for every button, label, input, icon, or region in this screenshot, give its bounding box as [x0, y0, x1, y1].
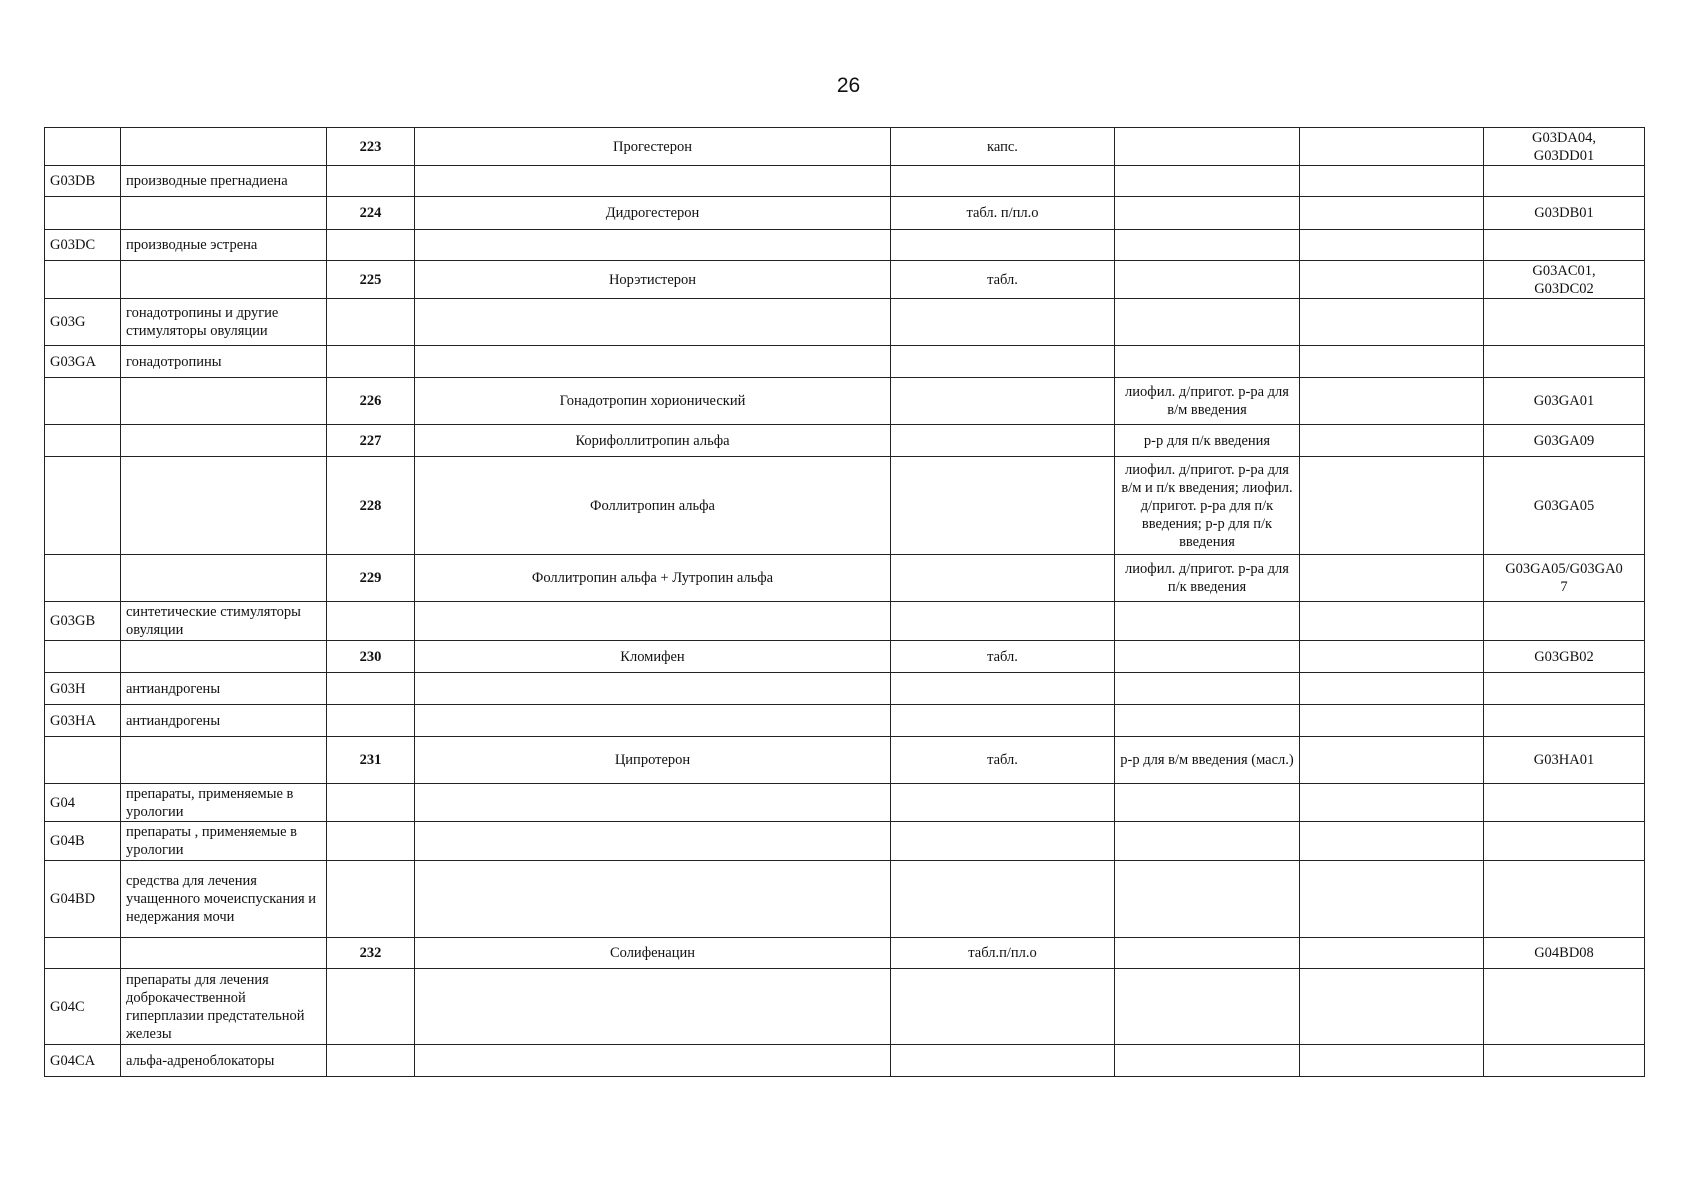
table-row — [45, 673, 1645, 705]
table-row — [45, 457, 1645, 555]
oral-form-cell: табл. п/пл.о — [891, 197, 1115, 230]
atc-code-cell: G03GA05 — [1484, 457, 1645, 555]
other-form-cell — [1300, 705, 1484, 737]
other-form-cell — [1300, 822, 1484, 861]
other-form-cell — [1300, 425, 1484, 457]
group-description-cell — [121, 555, 327, 602]
atc-code-cell — [1484, 166, 1645, 197]
drug-name-cell — [415, 673, 891, 705]
group-description-cell: производные прегнадиена — [121, 166, 327, 197]
oral-form-cell — [891, 705, 1115, 737]
group-description-cell: препараты , применяемые в урологии — [121, 822, 327, 861]
other-form-cell — [1300, 378, 1484, 425]
atc-group-code-cell — [45, 938, 121, 969]
other-form-cell — [1300, 166, 1484, 197]
atc-code-cell: G04BD08 — [1484, 938, 1645, 969]
other-form-cell — [1300, 737, 1484, 784]
atc-group-code-cell: G03GB — [45, 602, 121, 641]
drug-name-cell: Прогестерон — [415, 128, 891, 166]
oral-form-cell — [891, 378, 1115, 425]
atc-code-cell — [1484, 346, 1645, 378]
atc-group-code-cell: G03G — [45, 299, 121, 346]
oral-form-cell: табл.п/пл.о — [891, 938, 1115, 969]
oral-form-cell: капс. — [891, 128, 1115, 166]
injectable-form-cell — [1115, 938, 1300, 969]
atc-group-code-cell — [45, 737, 121, 784]
atc-group-code-cell: G03HA — [45, 705, 121, 737]
atc-code-cell: G03GA01 — [1484, 378, 1645, 425]
oral-form-cell — [891, 299, 1115, 346]
item-number-cell: 223 — [327, 128, 415, 166]
item-number-cell: 224 — [327, 197, 415, 230]
table-row — [45, 425, 1645, 457]
atc-group-code-cell: G04C — [45, 969, 121, 1045]
injectable-form-cell — [1115, 861, 1300, 938]
other-form-cell — [1300, 1045, 1484, 1077]
oral-form-cell — [891, 425, 1115, 457]
group-description-cell: препараты для лечения доброкачественной гиперплазии предстательной железы — [121, 969, 327, 1045]
atc-group-code-cell: G03H — [45, 673, 121, 705]
atc-code-cell — [1484, 861, 1645, 938]
drug-name-cell — [415, 1045, 891, 1077]
atc-code-cell — [1484, 705, 1645, 737]
injectable-form-cell: лиофил. д/пригот. р-ра для в/м и п/к введения; лиофил. д/пригот. р-ра для п/к введения; р-р для п/к введения — [1115, 457, 1300, 555]
injectable-form-cell — [1115, 969, 1300, 1045]
item-number-cell — [327, 705, 415, 737]
atc-code-cell — [1484, 1045, 1645, 1077]
item-number-cell: 229 — [327, 555, 415, 602]
item-number-cell: 226 — [327, 378, 415, 425]
item-number-cell — [327, 166, 415, 197]
injectable-form-cell — [1115, 346, 1300, 378]
injectable-form-cell: лиофил. д/пригот. р-ра для п/к введения — [1115, 555, 1300, 602]
table-row — [45, 261, 1645, 299]
oral-form-cell: табл. — [891, 641, 1115, 673]
item-number-cell — [327, 784, 415, 822]
atc-group-code-cell — [45, 197, 121, 230]
atc-group-code-cell — [45, 425, 121, 457]
injectable-form-cell — [1115, 197, 1300, 230]
oral-form-cell — [891, 602, 1115, 641]
table-row — [45, 784, 1645, 822]
oral-form-cell — [891, 1045, 1115, 1077]
injectable-form-cell — [1115, 166, 1300, 197]
drug-name-cell: Корифоллитропин альфа — [415, 425, 891, 457]
drug-name-cell — [415, 705, 891, 737]
item-number-cell — [327, 299, 415, 346]
drug-list-table — [44, 127, 1645, 1077]
atc-code-cell: G03GB02 — [1484, 641, 1645, 673]
drug-name-cell: Ципротерон — [415, 737, 891, 784]
atc-code-cell: G03AC01, G03DC02 — [1484, 261, 1645, 299]
group-description-cell — [121, 737, 327, 784]
atc-group-code-cell: G03DB — [45, 166, 121, 197]
atc-code-cell — [1484, 673, 1645, 705]
item-number-cell: 228 — [327, 457, 415, 555]
table-row — [45, 128, 1645, 166]
group-description-cell — [121, 261, 327, 299]
group-description-cell: производные эстрена — [121, 230, 327, 261]
group-description-cell: средства для лечения учащенного мочеиспускания и недержания мочи — [121, 861, 327, 938]
oral-form-cell — [891, 346, 1115, 378]
group-description-cell: гонадотропины и другие стимуляторы овуляции — [121, 299, 327, 346]
atc-group-code-cell — [45, 378, 121, 425]
drug-name-cell: Дидрогестерон — [415, 197, 891, 230]
table-body — [45, 128, 1645, 1077]
group-description-cell: синтетические стимуляторы овуляции — [121, 602, 327, 641]
drug-name-cell — [415, 784, 891, 822]
oral-form-cell — [891, 230, 1115, 261]
oral-form-cell — [891, 673, 1115, 705]
drug-name-cell: Фоллитропин альфа — [415, 457, 891, 555]
injectable-form-cell — [1115, 230, 1300, 261]
oral-form-cell — [891, 784, 1115, 822]
table-row — [45, 641, 1645, 673]
other-form-cell — [1300, 128, 1484, 166]
atc-group-code-cell — [45, 641, 121, 673]
table-row — [45, 378, 1645, 425]
other-form-cell — [1300, 457, 1484, 555]
atc-group-code-cell — [45, 555, 121, 602]
atc-code-cell: G03GA05/G03GA0 7 — [1484, 555, 1645, 602]
drug-name-cell: Солифенацин — [415, 938, 891, 969]
group-description-cell: гонадотропины — [121, 346, 327, 378]
atc-group-code-cell — [45, 128, 121, 166]
item-number-cell — [327, 861, 415, 938]
injectable-form-cell — [1115, 784, 1300, 822]
drug-name-cell — [415, 166, 891, 197]
drug-name-cell: Фоллитропин альфа + Лутропин альфа — [415, 555, 891, 602]
table-row — [45, 602, 1645, 641]
item-number-cell — [327, 346, 415, 378]
page-number: 26 — [836, 74, 861, 97]
item-number-cell: 227 — [327, 425, 415, 457]
item-number-cell — [327, 969, 415, 1045]
other-form-cell — [1300, 938, 1484, 969]
table-row — [45, 969, 1645, 1045]
atc-code-cell: G03GA09 — [1484, 425, 1645, 457]
item-number-cell: 231 — [327, 737, 415, 784]
drug-name-cell: Норэтистерон — [415, 261, 891, 299]
atc-code-cell — [1484, 969, 1645, 1045]
atc-group-code-cell — [45, 261, 121, 299]
table-row — [45, 861, 1645, 938]
item-number-cell — [327, 673, 415, 705]
injectable-form-cell — [1115, 705, 1300, 737]
oral-form-cell — [891, 861, 1115, 938]
table-row — [45, 299, 1645, 346]
injectable-form-cell — [1115, 822, 1300, 861]
table-row — [45, 197, 1645, 230]
oral-form-cell — [891, 822, 1115, 861]
atc-code-cell — [1484, 602, 1645, 641]
atc-code-cell — [1484, 230, 1645, 261]
oral-form-cell — [891, 166, 1115, 197]
other-form-cell — [1300, 784, 1484, 822]
table-row — [45, 230, 1645, 261]
atc-code-cell — [1484, 299, 1645, 346]
atc-group-code-cell: G04B — [45, 822, 121, 861]
table-row — [45, 737, 1645, 784]
drug-name-cell — [415, 299, 891, 346]
item-number-cell: 230 — [327, 641, 415, 673]
group-description-cell: альфа-адреноблокаторы — [121, 1045, 327, 1077]
other-form-cell — [1300, 261, 1484, 299]
item-number-cell — [327, 230, 415, 261]
table-row — [45, 938, 1645, 969]
injectable-form-cell — [1115, 299, 1300, 346]
injectable-form-cell — [1115, 1045, 1300, 1077]
injectable-form-cell: р-р для в/м введения (масл.) — [1115, 737, 1300, 784]
item-number-cell — [327, 602, 415, 641]
atc-code-cell: G03DA04, G03DD01 — [1484, 128, 1645, 166]
group-description-cell — [121, 641, 327, 673]
other-form-cell — [1300, 299, 1484, 346]
table-row — [45, 1045, 1645, 1077]
table-row — [45, 346, 1645, 378]
atc-code-cell — [1484, 784, 1645, 822]
oral-form-cell: табл. — [891, 261, 1115, 299]
table-row — [45, 166, 1645, 197]
group-description-cell: антиандрогены — [121, 673, 327, 705]
other-form-cell — [1300, 230, 1484, 261]
injectable-form-cell — [1115, 602, 1300, 641]
oral-form-cell — [891, 555, 1115, 602]
other-form-cell — [1300, 861, 1484, 938]
atc-code-cell: G03HA01 — [1484, 737, 1645, 784]
atc-group-code-cell: G04BD — [45, 861, 121, 938]
injectable-form-cell: р-р для п/к введения — [1115, 425, 1300, 457]
drug-name-cell — [415, 822, 891, 861]
group-description-cell — [121, 197, 327, 230]
oral-form-cell — [891, 969, 1115, 1045]
other-form-cell — [1300, 346, 1484, 378]
oral-form-cell: табл. — [891, 737, 1115, 784]
drug-name-cell — [415, 969, 891, 1045]
item-number-cell: 225 — [327, 261, 415, 299]
injectable-form-cell — [1115, 641, 1300, 673]
drug-name-cell: Гонадотропин хорионический — [415, 378, 891, 425]
atc-code-cell: G03DB01 — [1484, 197, 1645, 230]
other-form-cell — [1300, 555, 1484, 602]
group-description-cell: препараты, применяемые в урологии — [121, 784, 327, 822]
drug-name-cell — [415, 602, 891, 641]
other-form-cell — [1300, 197, 1484, 230]
injectable-form-cell — [1115, 128, 1300, 166]
group-description-cell — [121, 425, 327, 457]
injectable-form-cell: лиофил. д/пригот. р-ра для в/м введения — [1115, 378, 1300, 425]
oral-form-cell — [891, 457, 1115, 555]
other-form-cell — [1300, 641, 1484, 673]
group-description-cell — [121, 378, 327, 425]
atc-group-code-cell: G03DC — [45, 230, 121, 261]
other-form-cell — [1300, 673, 1484, 705]
atc-group-code-cell — [45, 457, 121, 555]
atc-group-code-cell: G04 — [45, 784, 121, 822]
item-number-cell — [327, 822, 415, 861]
atc-group-code-cell: G04CA — [45, 1045, 121, 1077]
drug-name-cell — [415, 346, 891, 378]
group-description-cell — [121, 128, 327, 166]
atc-code-cell — [1484, 822, 1645, 861]
group-description-cell — [121, 938, 327, 969]
group-description-cell: антиандрогены — [121, 705, 327, 737]
item-number-cell — [327, 1045, 415, 1077]
drug-name-cell: Кломифен — [415, 641, 891, 673]
group-description-cell — [121, 457, 327, 555]
drug-name-cell — [415, 230, 891, 261]
drug-name-cell — [415, 861, 891, 938]
table-row — [45, 822, 1645, 861]
table-row — [45, 705, 1645, 737]
injectable-form-cell — [1115, 673, 1300, 705]
injectable-form-cell — [1115, 261, 1300, 299]
table-row — [45, 555, 1645, 602]
atc-group-code-cell: G03GA — [45, 346, 121, 378]
other-form-cell — [1300, 602, 1484, 641]
item-number-cell: 232 — [327, 938, 415, 969]
other-form-cell — [1300, 969, 1484, 1045]
